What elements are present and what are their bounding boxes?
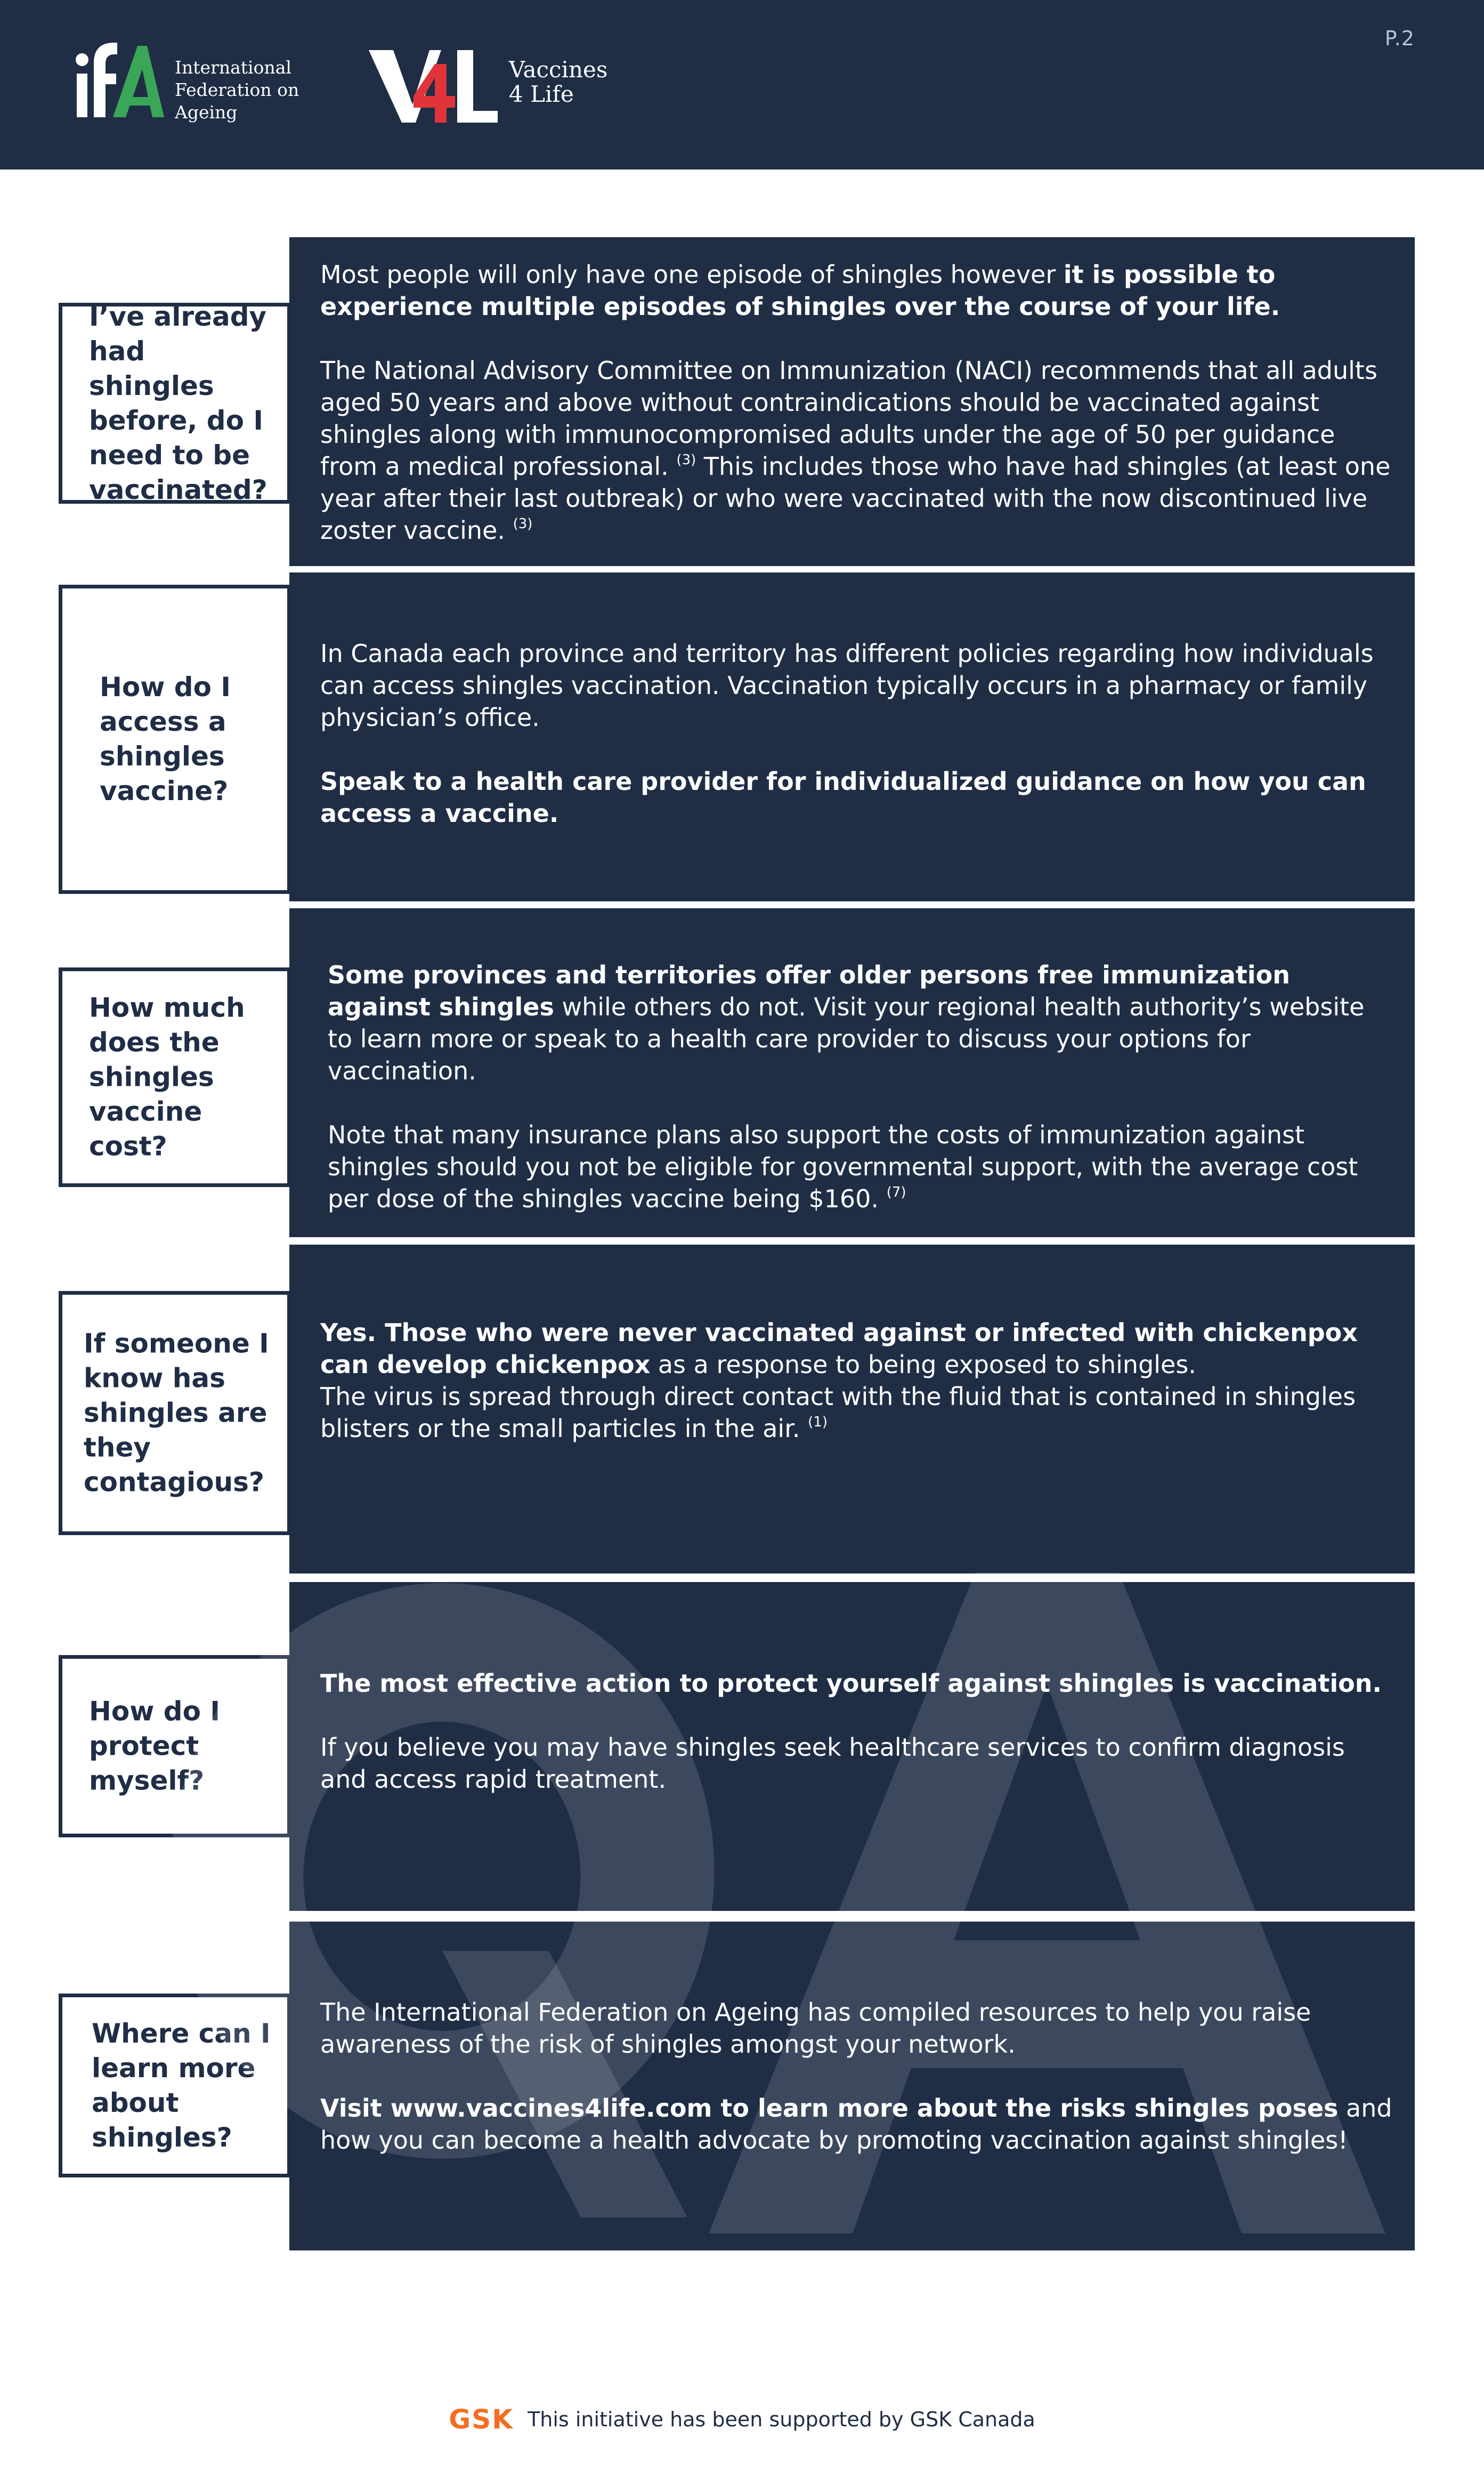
answer-text-bold: The most effective action to protect yourself against shingles is vaccination. [320, 1669, 1382, 1698]
reference-marker: (1) [808, 1414, 828, 1430]
question-box [59, 1994, 291, 2177]
answer-text-plain: while others do not. Visit your regional health authority’s website to learn more or speak to a health care provider to discuss your options for vaccination. [328, 993, 1365, 1085]
answer-text-plain: In Canada each province and territory has different policies regarding how individuals can access shingles vaccination. Vaccination typically occurs in a pharmacy or family physician’s office. [320, 639, 1374, 732]
question-text: Where can I learn more about shingles? [92, 2018, 271, 2153]
answer-text-bold: Speak to a health care provider for individualized guidance on how you can access a vaccine. [320, 767, 1366, 828]
answer-box [289, 237, 1415, 566]
answer-text [320, 1996, 1393, 2156]
answer-text [320, 638, 1393, 829]
ifa-name-line: International [175, 57, 291, 78]
gsk-logo: GSK [449, 2404, 514, 2435]
answer-text [328, 959, 1393, 1215]
ifa-name-line: Federation on [175, 79, 299, 100]
question-text: How much does the shingles vaccine cost? [89, 992, 245, 1162]
reference-marker: (7) [886, 1184, 906, 1200]
answer-text-bold: it is possible to experience multiple episodes of shingles over the course of your life. [320, 260, 1280, 321]
answer-text-plain: and how you can become a health advocate by promoting vaccination against shingles! [320, 2094, 1392, 2155]
answer-box [289, 908, 1415, 1237]
ifa-name [175, 57, 313, 124]
sponsor-text: This initiative has been supported by GSK Canada [528, 2408, 1035, 2431]
answer-text-plain: as a response to being exposed to shingles. [650, 1350, 1196, 1379]
page-footer [0, 2404, 1484, 2435]
page-header [0, 0, 1484, 170]
answer-box [289, 1922, 1415, 2250]
answer-text [320, 1667, 1393, 1795]
v4l-name [509, 58, 607, 107]
answer-text-plain: This includes those who have had shingles (at least one year after their last outbreak) or who were vaccinated with the now discontinued live zoster vaccine. [320, 452, 1391, 545]
question-text: How do I protect myself? [89, 1696, 220, 1796]
answer-box [289, 572, 1415, 901]
answer-text-bold: Visit www.vaccines4life.com to learn more about the risks shingles poses [320, 2094, 1339, 2123]
answer-text-plain: The virus is spread through direct contact with the fluid that is contained in shingles blisters or the small particles in the air. [320, 1382, 1356, 1443]
answer-text-plain: Note that many insurance plans also support the costs of immunization against shingles should you not be eligible for governmental support, with the average cost per dose of the shingles vaccine being $160. [328, 1120, 1358, 1213]
v4l-name-line: Vaccines [509, 57, 608, 83]
question-text: How do I access a shingles vaccine? [100, 672, 231, 806]
answer-text-bold: Yes. Those who were never vaccinated against or infected with chickenpox can develop chickenpox [320, 1318, 1358, 1379]
ifa-name-line: Ageing [175, 102, 238, 123]
answer-text-plain: Most people will only have one episode of shingles however [320, 260, 1064, 289]
answer-box [289, 1582, 1415, 1911]
question-box [59, 303, 291, 504]
ifa-logo [75, 37, 165, 123]
question-box [59, 1291, 291, 1535]
question-text: If someone I know has shingles are they contagious? [84, 1328, 269, 1498]
answer-text-bold: Some provinces and territories offer older persons free immunization against shingles [328, 961, 1290, 1021]
question-box [59, 585, 291, 894]
answer-text [320, 1317, 1393, 1445]
question-box [59, 1655, 291, 1837]
v4l-logo [367, 43, 500, 128]
page-number: P.2 [1384, 27, 1415, 50]
question-box [59, 967, 291, 1187]
answer-box [289, 1245, 1415, 1574]
question-text: I’ve already had shingles before, do I need to be vaccinated? [89, 301, 267, 505]
answer-text-plain: If you believe you may have shingles seek healthcare services to confirm diagnosis and access rapid treatment. [320, 1733, 1345, 1794]
reference-marker: (3) [513, 516, 533, 532]
reference-marker: (3) [676, 452, 696, 468]
v4l-name-line: 4 Life [509, 81, 574, 107]
answer-text-plain: The International Federation on Ageing has compiled resources to help you raise awareness of the risk of shingles amongst your network. [320, 1998, 1311, 2059]
answer-text-plain: The National Advisory Committee on Immunization (NACI) recommends that all adults aged 50 years and above without contraindications should be vaccinated against shingles along with immunocompromised adults under the age of 50 per guidance from a medical professional. [320, 356, 1377, 481]
answer-text [320, 259, 1393, 546]
